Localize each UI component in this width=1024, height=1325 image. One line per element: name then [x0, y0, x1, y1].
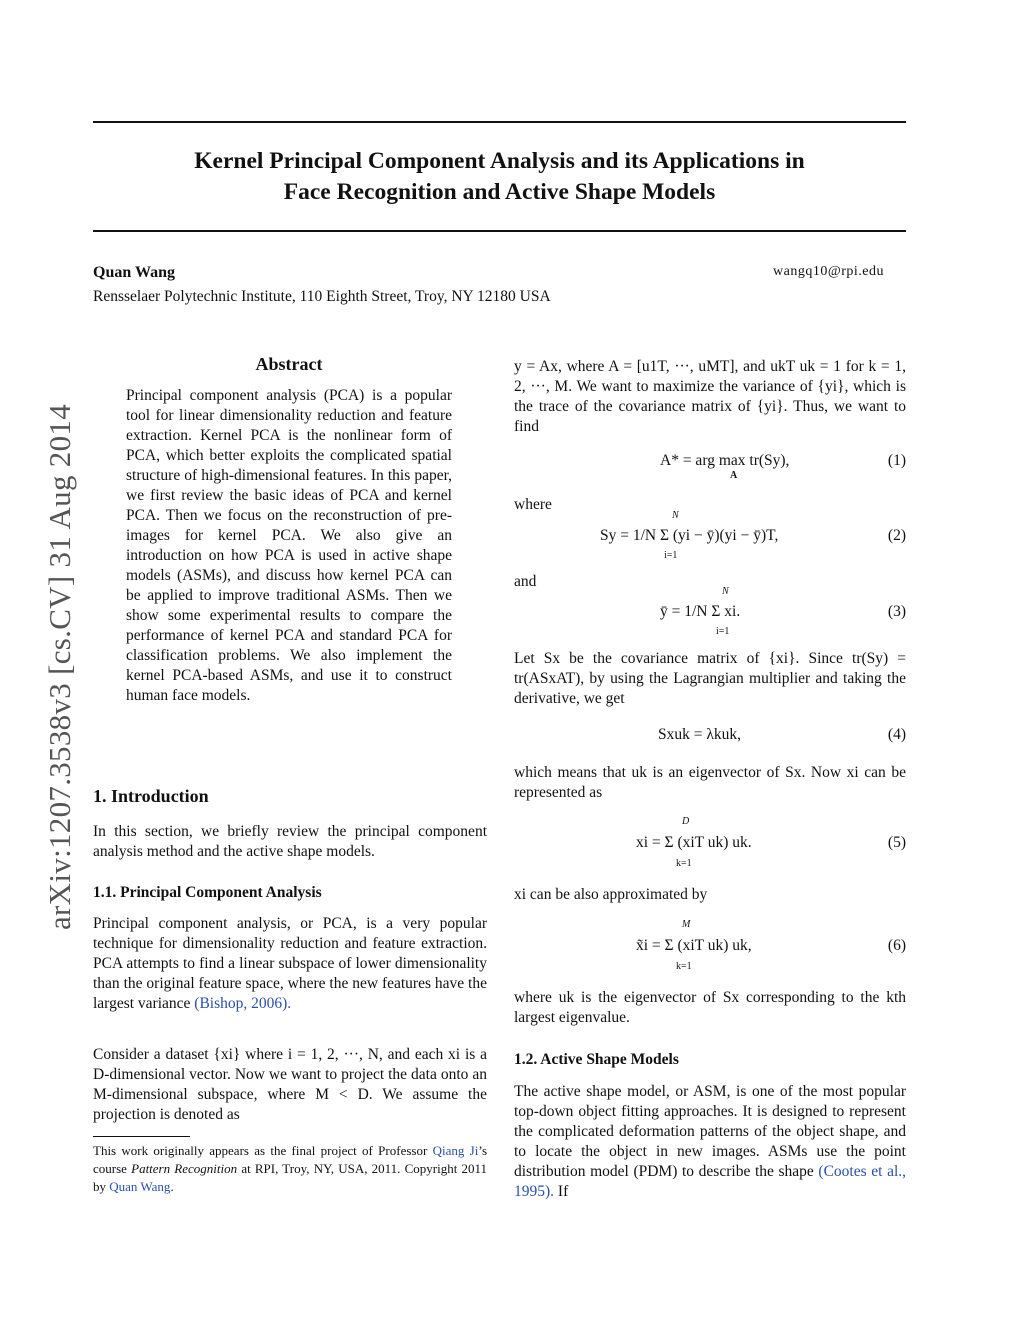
- footnote-text-b: ’s course: [93, 1143, 487, 1176]
- footnote-link-quan-wang[interactable]: Quan Wang: [109, 1179, 171, 1194]
- equation-6-sum-top: M: [682, 919, 691, 930]
- equation-5-sum-bottom: k=1: [676, 858, 692, 869]
- footnote-link-qiang-ji[interactable]: Qiang Ji: [432, 1143, 479, 1158]
- equation-1-body: A* = arg max tr(Sy),: [660, 452, 790, 469]
- author-affiliation: Rensselaer Polytechnic Institute, 110 Eighth Street, Troy, NY 12180 USA: [93, 288, 551, 305]
- right-paragraph-projection: y = Ax, where A = [u1T, ···, uMT], and ukT uk = 1 for k = 1, 2, ···, M. We want to maximize the variance of {yi}, which is the trace of the covariance matrix of {yi}. Thus, we want to find: [514, 358, 906, 435]
- right-paragraph-eigenvector: which means that uk is an eigenvector of Sx. Now xi can be represented as: [514, 764, 906, 801]
- abstract-heading: Abstract: [255, 354, 323, 374]
- author-name: Quan Wang: [93, 264, 175, 281]
- pca-paragraph-1: [93, 914, 487, 1014]
- top-rule: [93, 121, 906, 123]
- equation-2: [514, 510, 906, 566]
- equation-3-sum-top: N: [722, 586, 729, 597]
- equation-2-sum-top: N: [672, 510, 679, 521]
- footnote-text-d: .: [170, 1179, 174, 1194]
- citation-cootes[interactable]: (Cootes et al., 1995).: [514, 1163, 907, 1200]
- equation-4-body: Sxuk = λkuk,: [658, 726, 742, 743]
- subsection-heading-pca: 1.1. Principal Component Analysis: [93, 884, 322, 901]
- bottom-title-rule: [93, 230, 906, 232]
- citation-bishop[interactable]: (Bishop, 2006).: [194, 995, 292, 1012]
- intro-paragraph: In this section, we briefly review the principal component analysis method and the active shape models.: [93, 823, 487, 860]
- title-line-1: Kernel Principal Component Analysis and its Applications in: [194, 148, 805, 174]
- equation-6-body: x̃i = Σ (xiT uk) uk,: [636, 937, 752, 954]
- paper-title: [93, 146, 906, 208]
- asm-paragraph-tail: If: [557, 1183, 569, 1200]
- author-email: wangq10@rpi.edu: [773, 264, 884, 279]
- footnote-rule: [93, 1136, 190, 1137]
- equation-5-number: (5): [887, 834, 906, 851]
- footnote: [93, 1142, 487, 1196]
- asm-paragraph: [514, 1082, 906, 1202]
- equation-1-subscript: A: [730, 470, 738, 481]
- equation-3-number: (3): [887, 603, 906, 620]
- equation-5: [514, 816, 906, 872]
- equation-1: [514, 452, 906, 492]
- equation-3-body: ȳ = 1/N Σ xi.: [660, 603, 741, 620]
- equation-6-number: (6): [887, 937, 906, 954]
- equation-6-sum-bottom: k=1: [676, 961, 692, 972]
- right-paragraph-approx: xi can be also approximated by: [514, 886, 708, 903]
- footnote-course: Pattern Recognition: [131, 1161, 238, 1176]
- equation-4-number: (4): [887, 726, 906, 743]
- equation-1-number: (1): [887, 452, 906, 469]
- pca-paragraph-2: Consider a dataset {xi} where i = 1, 2, ···, N, and each xi is a D-dimensional vector. Now we want to project the data onto an M-dimensional subspace, where M < D. We assume the projection is denoted as: [93, 1046, 487, 1123]
- right-paragraph-eigenvalue: where uk is the eigenvector of Sx corresponding to the kth largest eigenvalue.: [514, 989, 906, 1026]
- section-heading-introduction: 1. Introduction: [93, 786, 209, 806]
- text-and: and: [514, 573, 537, 590]
- abstract-text: Principal component analysis (PCA) is a popular tool for linear dimensionality reduction and feature extraction. Kernel PCA is the nonlinear form of PCA, which better exploits the complicated spatial structure of high-dimensional features. In this paper, we first review the basic ideas of PCA and kernel PCA. Then we focus on the reconstruction of pre-images for kernel PCA. We also give an introduction on how PCA is used in active shape models (ASMs), and discuss how kernel PCA can be applied to improve traditional ASMs. Then we show some experimental results to compare the performance of kernel PCA and standard PCA for classification problems. We also implement the kernel PCA-based ASMs, and use it to construct human face models.: [126, 387, 452, 704]
- equation-5-body: xi = Σ (xiT uk) uk.: [636, 834, 752, 851]
- asm-paragraph-text: The active shape model, or ASM, is one of the most popular top-down object fitting approaches. It is designed to represent the complicated deformation patterns of the object shape, and to locate the object in new images. ASMs use the point distribution model (PDM) to describe the shape: [514, 1083, 906, 1180]
- right-paragraph-lagrangian: Let Sx be the covariance matrix of {xi}. Since tr(Sy) = tr(ASxAT), by using the Lagrangian multiplier and taking the derivative, we get: [514, 650, 906, 707]
- text-where-1: where: [514, 496, 552, 513]
- pca-paragraph-1-text: Principal component analysis, or PCA, is a very popular technique for dimensionality reduction and feature extraction. PCA attempts to find a linear subspace of lower dimensionality than the original feature space, where the new features have the largest variance: [93, 915, 487, 1012]
- footnote-text-c: at RPI, Troy, NY, USA, 2011. Copyright 2011 by: [93, 1161, 488, 1194]
- equation-5-sum-top: D: [682, 816, 690, 827]
- equation-2-number: (2): [887, 527, 906, 544]
- equation-4: [514, 726, 906, 766]
- equation-3-sum-bottom: i=1: [716, 626, 730, 637]
- equation-2-sum-bottom: i=1: [664, 550, 678, 561]
- equation-3: [514, 586, 906, 642]
- arxiv-stamp: arXiv:1207.3538v3 [cs.CV] 31 Aug 2014: [42, 403, 77, 930]
- equation-2-body: Sy = 1/N Σ (yi − ȳ)(yi − ȳ)T,: [600, 527, 779, 544]
- footnote-text-a: This work originally appears as the final project of Professor: [93, 1143, 428, 1158]
- title-line-2: Face Recognition and Active Shape Models: [283, 179, 716, 205]
- equation-6: [514, 919, 906, 975]
- subsection-heading-asm: 1.2. Active Shape Models: [514, 1051, 679, 1068]
